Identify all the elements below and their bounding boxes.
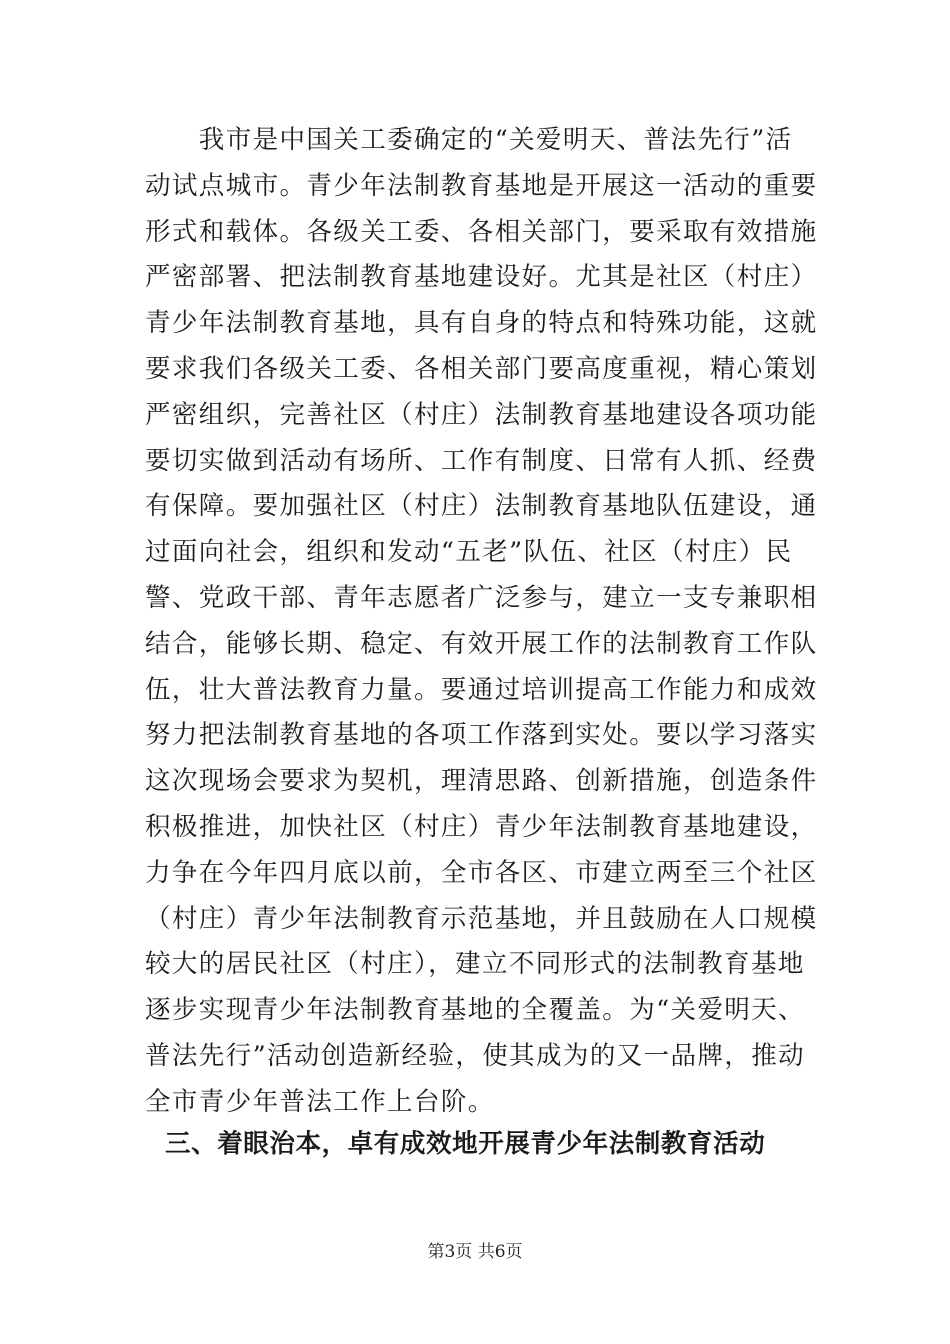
paragraph-line: 力争在今年四月底以前，全市各区、市建立两至三个社区 [145, 857, 818, 888]
paragraph-line: 过面向社会，组织和发动“五老”队伍、社区（村庄）民 [145, 537, 793, 568]
paragraph-line: 要求我们各级关工委、各相关部门要高度重视，精心策划 [145, 353, 818, 384]
paragraph-line: 动试点城市。青少年法制教育基地是开展这一活动的重要 [145, 170, 818, 201]
paragraph-line: 有保障。要加强社区（村庄）法制教育基地队伍建设，通 [145, 491, 818, 522]
paragraph-line: 这次现场会要求为契机，理清思路、创新措施，创造条件 [145, 766, 818, 797]
paragraph-line: 伍，壮大普法教育力量。要通过培训提高工作能力和成效 [145, 674, 818, 705]
paragraph-line: 我市是中国关工委确定的“关爱明天、普法先行”活 [145, 125, 793, 155]
paragraph-line: 形式和载体。各级关工委、各相关部门，要采取有效措施 [145, 216, 818, 247]
section-heading: 三、着眼治本，卓有成效地开展青少年法制教育活动 [165, 1129, 766, 1159]
paragraph-line: 严密部署、把法制教育基地建设好。尤其是社区（村庄） [145, 262, 818, 293]
paragraph-line: 逐步实现青少年法制教育基地的全覆盖。为“关爱明天、 [145, 995, 806, 1026]
page-footer: 第3页 共6页 [427, 1242, 523, 1262]
paragraph-line: 要切实做到活动有场所、工作有制度、日常有人抓、经费 [145, 445, 818, 476]
paragraph-line: 普法先行”活动创造新经验，使其成为的又一品牌，推动 [145, 1040, 806, 1071]
paragraph-line: 警、党政干部、青年志愿者广泛参与，建立一支专兼职相 [145, 582, 818, 613]
paragraph-line: 结合，能够长期、稳定、有效开展工作的法制教育工作队 [145, 628, 818, 659]
paragraph-line: 青少年法制教育基地，具有自身的特点和特殊功能，这就 [145, 308, 818, 339]
paragraph-line: 全市青少年普法工作上台阶。 [145, 1086, 495, 1117]
paragraph-line: 积极推进，加快社区（村庄）青少年法制教育基地建设， [145, 811, 818, 842]
paragraph-line: 较大的居民社区（村庄），建立不同形式的法制教育基地 [145, 949, 805, 980]
body-paragraph [145, 118, 818, 1126]
paragraph-line: 努力把法制教育基地的各项工作落到实处。要以学习落实 [145, 720, 818, 751]
paragraph-line: 严密组织，完善社区（村庄）法制教育基地建设各项功能 [145, 399, 818, 430]
paragraph-line: （村庄）青少年法制教育示范基地，并且鼓励在人口规模 [145, 903, 818, 934]
